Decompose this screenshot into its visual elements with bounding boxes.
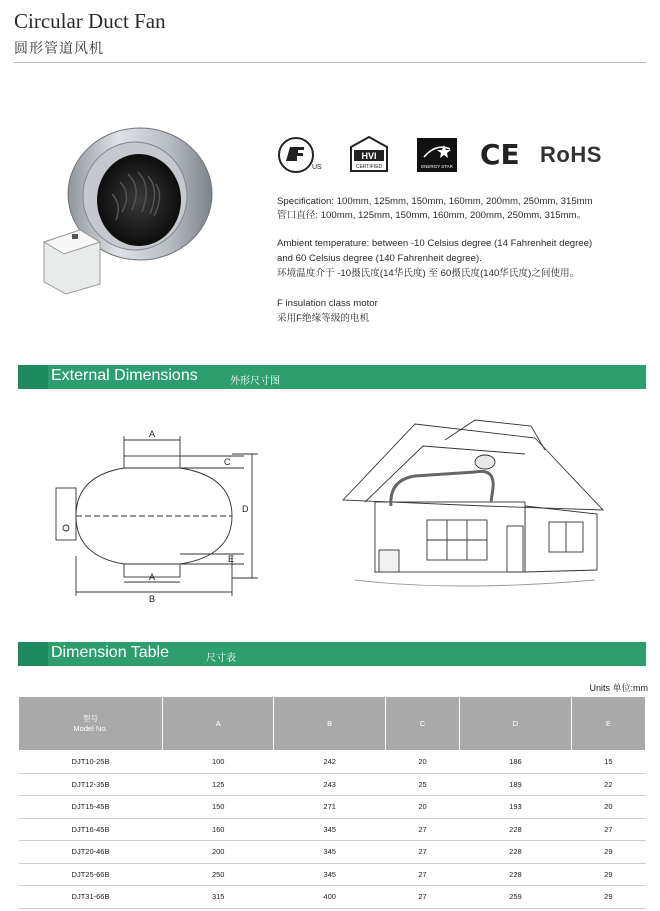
header-d: D — [460, 697, 571, 751]
dim-label-a-top: A — [148, 429, 156, 439]
cell-a: 125 — [163, 773, 274, 796]
cell-d: 259 — [460, 886, 571, 909]
cell-c: 27 — [385, 818, 459, 841]
external-dimensions-drawing — [48, 424, 263, 604]
header-model — [19, 697, 163, 751]
dim-label-c: C — [224, 457, 231, 467]
cell-c: 27 — [385, 863, 459, 886]
header-a: A — [163, 697, 274, 751]
cell-e: 29 — [571, 886, 645, 909]
section-tab-accent — [18, 365, 48, 389]
cell-d: 189 — [460, 773, 571, 796]
cell-c: 20 — [385, 796, 459, 819]
spec-temperature-cn: 环境温度介于 -10摄氏度(14华氏度) 至 60摄氏度(140华氏度)之间使用。 — [277, 268, 580, 279]
table-row — [19, 886, 646, 909]
cell-e: 20 — [571, 796, 645, 819]
page-subtitle: 圆形管道风机 — [14, 40, 104, 56]
spec-motor-cn: 采用F绝缘等级的电机 — [277, 313, 370, 324]
section-title-en: External Dimensions — [51, 367, 198, 384]
cell-d: 228 — [460, 863, 571, 886]
header-c: C — [385, 697, 459, 751]
cell-model: DJT16-45B — [19, 818, 163, 841]
cell-e: 15 — [571, 751, 645, 774]
cell-d: 228 — [460, 841, 571, 864]
section-title-cn: 外形尺寸图 — [230, 376, 280, 387]
section-header-dimension-table — [18, 642, 646, 666]
cell-model: DJT20-46B — [19, 841, 163, 864]
units-note: Units 单位:mm — [589, 683, 648, 693]
hvi-text: HVI — [361, 151, 377, 161]
table-row — [19, 818, 646, 841]
table-row — [19, 841, 646, 864]
cell-b: 271 — [274, 796, 385, 819]
spec-temperature-en-2: and 60 Celsius degree (140 Fahrenheit degree). — [277, 253, 482, 264]
section-title-en: Dimension Table — [51, 644, 169, 661]
cell-a: 160 — [163, 818, 274, 841]
title-divider — [14, 62, 646, 63]
cell-c: 27 — [385, 886, 459, 909]
section-title-cn: 尺寸表 — [206, 653, 236, 664]
cell-a: 315 — [163, 886, 274, 909]
cell-b: 345 — [274, 841, 385, 864]
cell-b: 345 — [274, 818, 385, 841]
header-e: E — [571, 697, 645, 751]
cell-model: DJT10-25B — [19, 751, 163, 774]
energy-star-icon — [414, 135, 460, 175]
dimension-table — [18, 696, 646, 909]
cell-a: 150 — [163, 796, 274, 819]
section-tab-accent — [18, 642, 48, 666]
cell-e: 27 — [571, 818, 645, 841]
section-header-external-dimensions — [18, 365, 646, 389]
dim-label-a-bottom: A — [148, 572, 156, 582]
fan-product-image — [40, 122, 230, 302]
cell-a: 100 — [163, 751, 274, 774]
cell-e: 22 — [571, 773, 645, 796]
cell-e: 29 — [571, 841, 645, 864]
table-row — [19, 796, 646, 819]
hvi-certified-icon — [347, 135, 391, 175]
header-model-en: Model No. — [73, 723, 108, 733]
dim-label-d: D — [242, 504, 249, 514]
svg-text:US: US — [312, 164, 322, 171]
installation-illustration — [335, 410, 615, 600]
cell-c: 27 — [385, 841, 459, 864]
spec-motor-en: F insulation class motor — [277, 298, 378, 309]
cell-c: 20 — [385, 751, 459, 774]
spec-diameter-en: Specification: 100mm, 125mm, 150mm, 160mm, 200mm, 250mm, 315mm — [277, 196, 593, 207]
table-row — [19, 773, 646, 796]
cell-model: DJT15-45B — [19, 796, 163, 819]
cell-b: 242 — [274, 751, 385, 774]
energy-star-text: ENERGY STAR — [421, 164, 453, 169]
cell-b: 345 — [274, 863, 385, 886]
ce-mark-icon: CE — [480, 138, 520, 171]
rohs-logo: RoHS — [540, 142, 602, 167]
cell-b: 400 — [274, 886, 385, 909]
dim-label-b: B — [148, 594, 156, 604]
header-b: B — [274, 697, 385, 751]
header-model-cn: 型号 — [83, 713, 98, 723]
cell-model: DJT31-66B — [19, 886, 163, 909]
cell-a: 250 — [163, 863, 274, 886]
cell-c: 25 — [385, 773, 459, 796]
cell-d: 186 — [460, 751, 571, 774]
cell-e: 29 — [571, 863, 645, 886]
etl-listed-icon — [276, 135, 320, 175]
dim-label-e: E — [228, 554, 235, 564]
spec-diameter-cn: 管口直径: 100mm, 125mm, 150mm, 160mm, 200mm, 250mm, 315mm。 — [277, 210, 587, 221]
cell-model: DJT12-35B — [19, 773, 163, 796]
table-header-row — [19, 697, 646, 751]
cell-a: 200 — [163, 841, 274, 864]
cell-d: 193 — [460, 796, 571, 819]
page-title: Circular Duct Fan — [14, 9, 166, 33]
hvi-certified-text: CERTIFIED — [355, 164, 383, 170]
spec-temperature-en-1: Ambient temperature: between -10 Celsius degree (14 Fahrenheit degree) — [277, 238, 593, 249]
cell-d: 228 — [460, 818, 571, 841]
cell-model: DJT25-66B — [19, 863, 163, 886]
cell-b: 243 — [274, 773, 385, 796]
table-row — [19, 863, 646, 886]
table-row — [19, 751, 646, 774]
